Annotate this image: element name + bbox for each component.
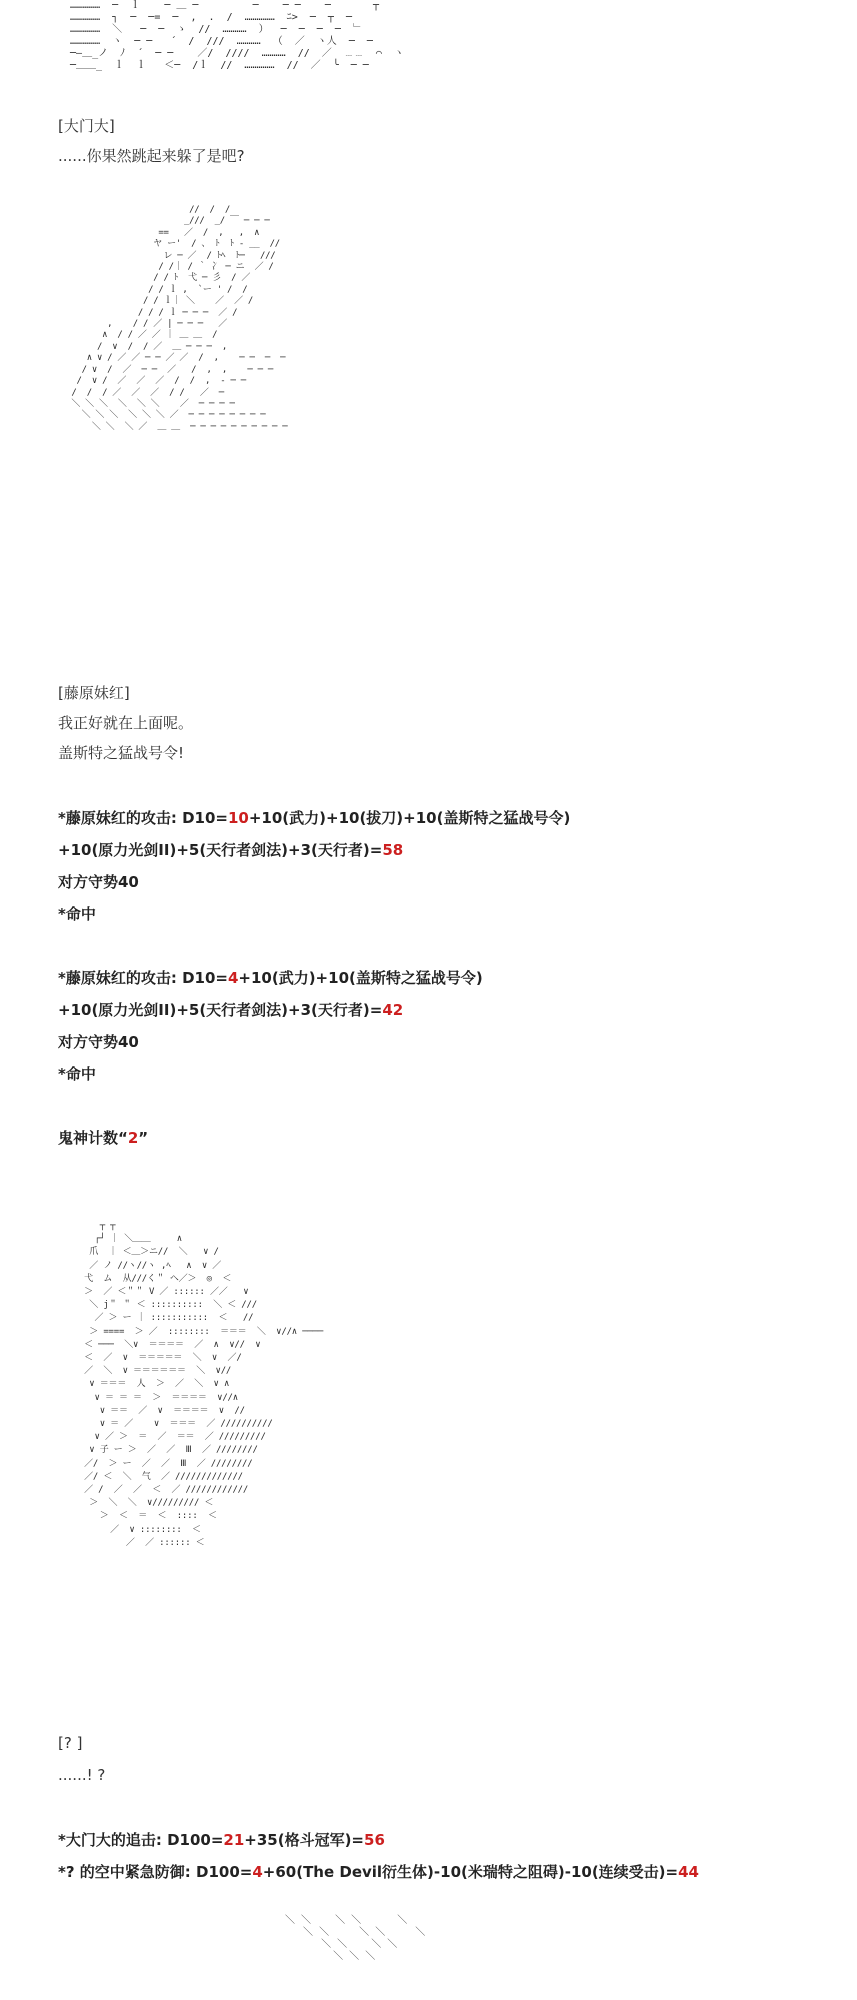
roll-total: 58 xyxy=(382,841,404,859)
ghost-counter xyxy=(58,1128,148,1148)
defense-line: 对方守势40 xyxy=(58,873,139,891)
roll-text: 鬼神计数“ xyxy=(58,1129,128,1147)
die-result: 4 xyxy=(252,1863,263,1881)
roll-text: *藤原妹红的攻击: D10= xyxy=(58,969,228,987)
roll-total: 42 xyxy=(382,1001,404,1019)
roll-text: +10(原力光剑II)+5(天行者剑法)+3(天行者)= xyxy=(58,1001,383,1019)
ascii-art-dai: ┬ ┬ ┌┘ ｜ ＼＿＿ ∧ 爪 ｜ ＜＿＞ニ// ＼ ∨ / ／ ノ //ヽ//ヽ ,ﾍ ∧ ∨ ／ 弋 ム 从///く＂ ヘ／＞ ◎ ＜ ＞ ／ ＜＂＂ V ／ :::::: ／／ ∨ ＼ j＂ ＂ ＜ :::::::::: ＼ ＜ /// ／ ＞ ー ｜ ::::::::::: ＜ // ＞ ==== ＞ ／ :::::::: ＝＝＝ ＼ ∨//∧ ──── ＜ ─── ＼∨ ＝＝＝＝ ／ ∧ ∨// ∨ ＜ ／ ∨ ＝＝＝＝＝ ＼ ∨ ／/ ／ ＼ ∨ ＝＝＝＝＝＝ ＼ ∨// ∨ ＝＝＝ 人 ＞ ／ ＼ ∨ ∧ ∨ ＝ ＝ ＝ ＞ ＝＝＝＝ ∨//∧ ∨ ＝＝ ／ ∨ ＝＝＝＝ ∨ // ∨ ＝ ／ ∨ ＝＝＝ ／ ////////// ∨ ／ ＞ ＝ ／ ＝＝ ／ ///////// ∨ 子 ー ＞ ／ ／ Ⅲ ／ //////// ／/ ＞ ー ／ ／ Ⅲ ／ //////// ／/ ＜ ＼ 气 ／ ///////////// ／ / ／ ／ ＜ ／ //////////// ＞ ＼ ＼ ∨///////// ＜ ＞ ＜ ＝ ＜ :::: ＜ ／ ∨ :::::::: ＜ ／ ／ :::::: ＜ xyxy=(84,1221,324,1548)
roll-line xyxy=(58,1000,403,1020)
die-result: 21 xyxy=(223,1831,245,1849)
speaker-label: [藤原妹红] xyxy=(58,684,130,702)
dialogue-line: ......你果然跳起来躲了是吧? xyxy=(58,147,245,165)
result-line: *命中 xyxy=(58,1065,96,1083)
roll-line xyxy=(58,808,570,828)
ascii-art-top: …………… ─ ｌ ─ ＿ ─ ─ ─ ─ ─ ┬ …………… ┐ ─ ─= ─ , . / …………… ﾆ> ─ ┬ ─ …………… ＼ ─ ─ ゝ // ………… ） ─ ─ ─ ─ ﹂ …………… ヽ ─ ─ ´ / /// ………… （ ／ ヽ人 ─ ─ ─―＿_ノ ﾉ ´ ─ ─ ／/ //// ………… // ／ ﹍﹍ ⌒ ヽ ─＿＿_ ｌ ｌ ＜─ /ｌ // …………… // ／ ╰ ─ ─ xyxy=(70,0,404,71)
roll-text: +10(武力)+10(盖斯特之猛战号令) xyxy=(238,969,483,987)
roll-line xyxy=(58,1830,385,1850)
die-result: 4 xyxy=(227,969,239,987)
roll-text: +10(原力光剑II)+5(天行者剑法)+3(天行者)= xyxy=(58,841,383,859)
roll-total: 56 xyxy=(364,1831,385,1849)
ascii-art-mokou: // / / _/// _/ ￣ ─ ─ ─ == ／ / , , ∧ ヤ ー' / 、 ﾄ ﾄ ‐ __ // レ ─ ／ / ﾄﾍ ﾄ─ /// / /｜ / ｀ 冫 ─ ニ ／ / / / ﾄ 弋 ─ 彡 / ／ / / ｌ , `ー ' / / / / ｌ｜ ＼ ／ ／ / / / / ｌ ─ ─ ─ ／ / , / / ／ | ─ ─ ─ ／ ∧ / / ／ ／ ｜ ＿ ＿ / / ∨ / / ／ ＿ ─ ─ ─ , ∧ ∨ / ／ ／ ─ ─ ／ ／ / , ─ ─ ─ ─ / ∨ / ／ ─ ─ ／ / , , ─ ─ ─ / ∨ / ／ ／ ／ / / , ‐ ─ ─ / / / ／ ／ ／ / / ／ ─ ＼ ＼ ＼ ＼ ＼ ＼ ／ ─ ─ ─ ─ ＼ ＼ ＼ ＼ ＼ ＼ ／ ─ ─ ─ ─ ─ ─ ─ ─ ＼ ＼ ＼ ／ ＿ ＿ ─ ─ ─ ─ ─ ─ ─ ─ ─ ─ xyxy=(71,205,288,432)
roll-text: +35(格斗冠军)= xyxy=(244,1831,365,1849)
roll-text: ” xyxy=(138,1129,149,1147)
roll-total: 44 xyxy=(678,1863,699,1881)
roll-text: +60(The Devil衍生体)-10(米瑞特之阻碍)-10(连续受击)= xyxy=(262,1863,679,1881)
defense-line: 对方守势40 xyxy=(58,1033,139,1051)
roll-text: *藤原妹红的攻击: D10= xyxy=(58,809,228,827)
ascii-art-bottom: ＼ ＼ ＼ ＼ ＼ ＼ ＼ ＼ ＼ ＼ ＼ ＼ ＼ ＼ ＼ ＼ ＼ xyxy=(285,1915,426,1962)
roll-line xyxy=(58,968,483,988)
die-result: 10 xyxy=(227,809,249,827)
dialogue-line: ......! ? xyxy=(58,1766,106,1784)
roll-text: *大门大的追击: D100= xyxy=(58,1831,224,1849)
roll-text: *? 的空中紧急防御: D100= xyxy=(58,1863,253,1881)
speaker-label: [大门大] xyxy=(58,117,115,135)
ghost-count: 2 xyxy=(127,1129,139,1147)
roll-line xyxy=(58,1862,699,1882)
dialogue-line: 我正好就在上面呢。 xyxy=(58,714,194,732)
speaker-label: [? ] xyxy=(58,1734,83,1752)
roll-line xyxy=(58,840,403,860)
roll-text: +10(武力)+10(拔刀)+10(盖斯特之猛战号令) xyxy=(248,809,571,827)
dialogue-line: 盖斯特之猛战号令! xyxy=(58,744,185,762)
result-line: *命中 xyxy=(58,905,96,923)
